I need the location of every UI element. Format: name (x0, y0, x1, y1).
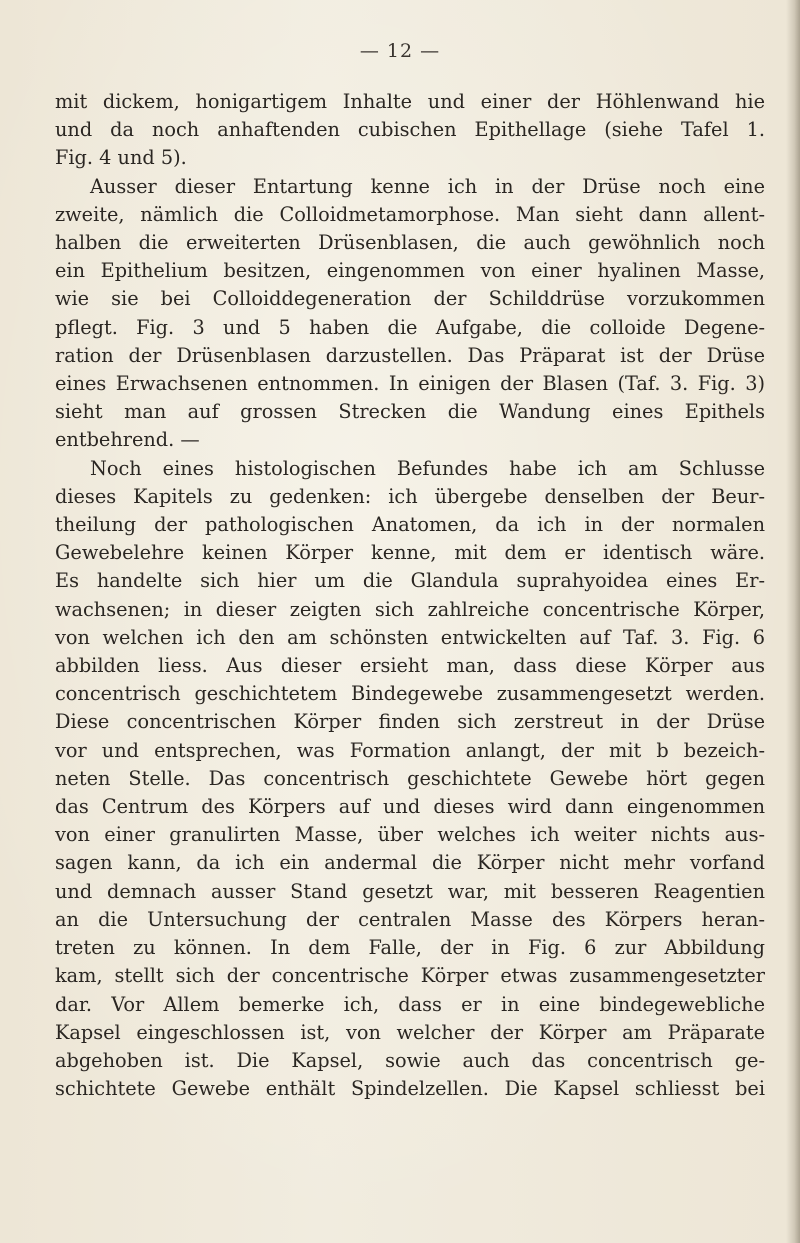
text-line: vor und entsprechen, was Formation anlangt, der mit b bezeich- (55, 738, 765, 762)
text-line: Es handelte sich hier um die Glandula suprahyoidea eines Er- (55, 569, 765, 593)
text-line: dieses Kapitels zu gedenken: ich übergebe denselben der Beur- (55, 484, 765, 508)
text-line: von einer granulirten Masse, über welches ich weiter nichts aus- (55, 823, 765, 847)
text-line: Gewebelehre keinen Körper kenne, mit dem er identisch wäre. (55, 541, 765, 565)
body-text (55, 88, 765, 1103)
text-line: Kapsel eingeschlossen ist, von welcher der Körper am Präparate (55, 1020, 765, 1044)
text-line: concentrisch geschichtetem Bindegewebe zusammengesetzt werden. (55, 682, 765, 706)
text-line: abbilden liess. Aus dieser ersieht man, dass diese Körper aus (55, 654, 765, 678)
text-line: wie sie bei Colloiddegeneration der Schilddrüse vorzukommen (55, 287, 765, 311)
text-line: dar. Vor Allem bemerke ich, dass er in eine bindegewebliche (55, 992, 765, 1016)
text-line: Fig. 4 und 5). (55, 146, 187, 170)
text-line: zweite, nämlich die Colloidmetamorphose. Man sieht dann allent- (55, 202, 765, 226)
text-line: mit dickem, honigartigem Inhalte und einer der Höhlenwand hie (55, 90, 765, 113)
text-line: das Centrum des Körpers auf und dieses wird dann eingenommen (55, 795, 765, 819)
text-line: an die Untersuchung der centralen Masse des Körpers heran- (55, 907, 765, 931)
text-line: ration der Drüsenblasen darzustellen. Das Präparat ist der Drüse (55, 343, 765, 367)
text-line: wachsenen; in dieser zeigten sich zahlreiche concentrische Körper, (55, 597, 765, 621)
text-line: halben die erweiterten Drüsenblasen, die auch gewöhnlich noch (55, 231, 765, 255)
text-line: abgehoben ist. Die Kapsel, sowie auch das concentrisch ge- (55, 1048, 765, 1072)
text-line: und demnach ausser Stand gesetzt war, mit besseren Reagentien (55, 879, 765, 903)
text-line: Diese concentrischen Körper finden sich zerstreut in der Drüse (55, 710, 765, 734)
text-line: entbehrend. — (55, 428, 200, 452)
text-line: Noch eines histologischen Befundes habe ich am Schlusse (90, 456, 765, 480)
page-edge-shadow (786, 0, 800, 1243)
text-line: ein Epithelium besitzen, eingenommen von einer hyalinen Masse, (55, 259, 765, 283)
text-line: schichtete Gewebe enthält Spindelzellen. Die Kapsel schliesst bei (55, 1077, 765, 1101)
page-number: — 12 — (359, 40, 441, 62)
text-line: pflegt. Fig. 3 und 5 haben die Aufgabe, die colloide Degene- (55, 315, 765, 339)
text-line: Ausser dieser Entartung kenne ich in der Drüse noch eine (90, 174, 765, 198)
text-line: theilung der pathologischen Anatomen, da ich in der normalen (55, 513, 765, 537)
text-line: und da noch anhaftenden cubischen Epithellage (siehe Tafel 1. (55, 118, 765, 142)
text-line: neten Stelle. Das concentrisch geschichtete Gewebe hört gegen (55, 766, 765, 790)
text-line: sagen kann, da ich ein andermal die Körper nicht mehr vorfand (55, 851, 765, 875)
text-line: sieht man auf grossen Strecken die Wandung eines Epithels (55, 400, 765, 424)
text-line: von welchen ich den am schönsten entwickelten auf Taf. 3. Fig. 6 (55, 625, 765, 649)
text-line: kam, stellt sich der concentrische Körper etwas zusammengesetzter (55, 964, 765, 988)
text-line: treten zu können. In dem Falle, der in Fig. 6 zur Abbildung (55, 936, 765, 960)
text-line: eines Erwachsenen entnommen. In einigen der Blasen (Taf. 3. Fig. 3) (55, 372, 765, 396)
